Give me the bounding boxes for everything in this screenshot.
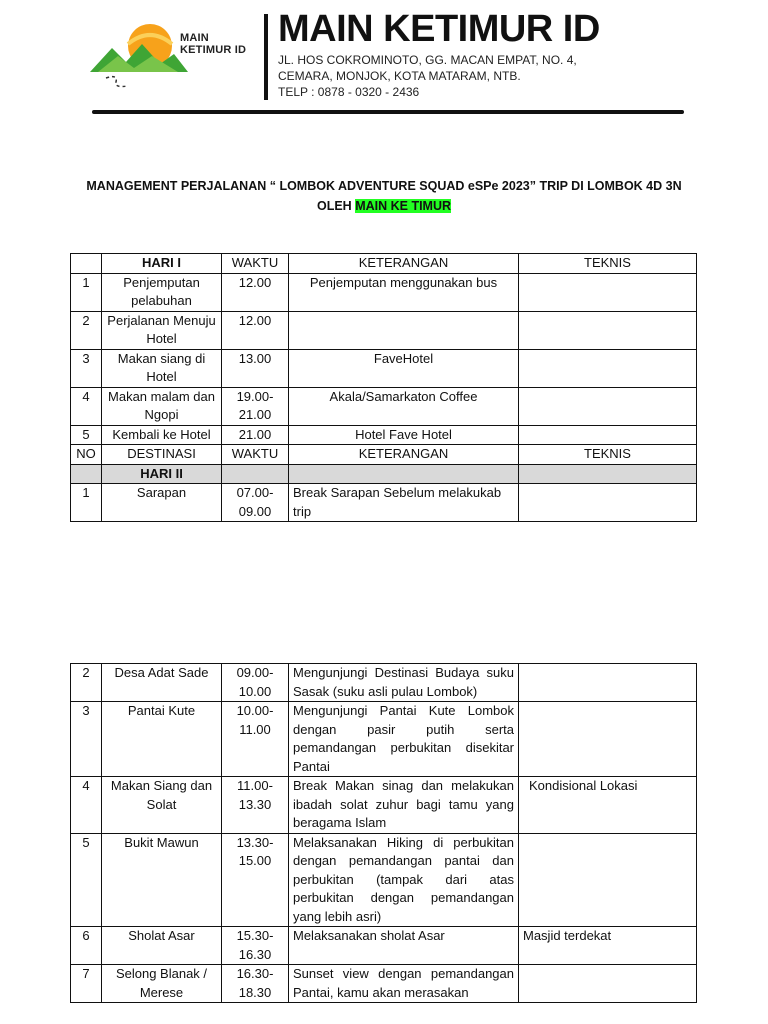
row-number: 4	[71, 387, 102, 425]
header-cell: NO	[71, 445, 102, 465]
table-row	[71, 777, 697, 834]
logo-line-2: KETIMUR ID	[180, 44, 247, 56]
address-line-1: JL. HOS COKROMINOTO, GG. MACAN EMPAT, NO. 4,	[278, 53, 577, 67]
technical-cell	[519, 484, 697, 522]
technical-cell	[519, 702, 697, 777]
destination-cell: Pantai Kute	[102, 702, 222, 777]
header-cell: DESTINASI	[102, 445, 222, 465]
header-cell: HARI I	[102, 254, 222, 274]
row-number: 7	[71, 965, 102, 1003]
time-cell: 16.30-18.30	[222, 965, 289, 1003]
destination-cell: Sholat Asar	[102, 927, 222, 965]
company-logo	[88, 16, 258, 96]
technical-cell	[519, 311, 697, 349]
table-row	[71, 349, 697, 387]
row-number: 2	[71, 664, 102, 702]
row-number: 1	[71, 484, 102, 522]
technical-cell: Masjid terdekat	[519, 927, 697, 965]
company-info	[278, 6, 600, 100]
description-cell: Mengunjungi Pantai Kute Lombok dengan pasir putih serta pemandangan perbukitan disekitar Pantai	[289, 702, 519, 777]
empty-cell	[222, 464, 289, 484]
table-row	[71, 702, 697, 777]
table-row	[71, 664, 697, 702]
company-name: MAIN KETIMUR ID	[278, 8, 600, 50]
itinerary-table-day1	[70, 253, 697, 522]
description-cell: Mengunjungi Destinasi Budaya suku Sasak (suku asli pulau Lombok)	[289, 664, 519, 702]
destination-cell: Desa Adat Sade	[102, 664, 222, 702]
destination-cell: Penjemputan pelabuhan	[102, 273, 222, 311]
destination-cell: Makan Siang dan Solat	[102, 777, 222, 834]
header-cell: WAKTU	[222, 254, 289, 274]
destination-cell: Makan malam dan Ngopi	[102, 387, 222, 425]
description-cell	[289, 311, 519, 349]
table-row	[71, 927, 697, 965]
destination-cell: Kembali ke Hotel	[102, 425, 222, 445]
logo-text	[180, 32, 246, 56]
technical-cell	[519, 349, 697, 387]
description-cell: Break Makan sinag dan melakukan ibadah solat zuhur bagi tamu yang beragama Islam	[289, 777, 519, 834]
header-rule	[92, 110, 684, 114]
table-row	[71, 311, 697, 349]
header-cell: TEKNIS	[519, 445, 697, 465]
empty-cell	[519, 464, 697, 484]
row-number: 3	[71, 349, 102, 387]
row-number: 6	[71, 927, 102, 965]
empty-cell	[289, 464, 519, 484]
row-number: 2	[71, 311, 102, 349]
technical-cell	[519, 965, 697, 1003]
description-cell: Melaksanakan sholat Asar	[289, 927, 519, 965]
table-row	[71, 387, 697, 425]
row-number: 4	[71, 777, 102, 834]
title-prefix: OLEH	[316, 199, 356, 213]
technical-cell: Kondisional Lokasi	[519, 777, 697, 834]
header-cell: KETERANGAN	[289, 445, 519, 465]
description-cell: Hotel Fave Hotel	[289, 425, 519, 445]
technical-cell	[519, 664, 697, 702]
time-cell: 07.00-09.00	[222, 484, 289, 522]
time-cell: 10.00-11.00	[222, 702, 289, 777]
row-number: 3	[71, 702, 102, 777]
title-line-1: MANAGEMENT PERJALANAN “ LOMBOK ADVENTURE SQUAD eSPe 2023” TRIP DI LOMBOK 4D 3N	[86, 179, 682, 193]
phone-number: TELP : 0878 - 0320 - 2436	[278, 85, 420, 99]
time-cell: 09.00-10.00	[222, 664, 289, 702]
description-cell: Melaksanakan Hiking di perbukitan dengan pemandangan pantai dan perbukitan (tampak dari atas perbukitan dengan pemandangan yang lebih asri)	[289, 833, 519, 927]
row-number: 5	[71, 833, 102, 927]
technical-cell	[519, 833, 697, 927]
header-divider	[264, 14, 268, 100]
description-cell: Sunset view dengan pemandangan Pantai, kamu akan merasakan	[289, 965, 519, 1003]
destination-cell: Selong Blanak / Merese	[102, 965, 222, 1003]
time-cell: 11.00-13.30	[222, 777, 289, 834]
header-cell: WAKTU	[222, 445, 289, 465]
row-number: 1	[71, 273, 102, 311]
time-cell: 12.00	[222, 311, 289, 349]
table-row	[71, 425, 697, 445]
technical-cell	[519, 425, 697, 445]
itinerary-table-day2	[70, 663, 697, 1003]
technical-cell	[519, 273, 697, 311]
title-highlight: MAIN KE TIMUR	[355, 199, 452, 213]
description-cell: Break Sarapan Sebelum melakukab trip	[289, 484, 519, 522]
destination-cell: Perjalanan Menuju Hotel	[102, 311, 222, 349]
destination-cell: Makan siang di Hotel	[102, 349, 222, 387]
time-cell: 13.00	[222, 349, 289, 387]
description-cell: Akala/Samarkaton Coffee	[289, 387, 519, 425]
time-cell: 21.00	[222, 425, 289, 445]
document-title	[40, 176, 728, 216]
description-cell: Penjemputan menggunakan bus	[289, 273, 519, 311]
technical-cell	[519, 387, 697, 425]
empty-cell	[71, 464, 102, 484]
description-cell: FaveHotel	[289, 349, 519, 387]
destination-cell: Sarapan	[102, 484, 222, 522]
day-label-row	[71, 464, 697, 484]
time-cell: 19.00-21.00	[222, 387, 289, 425]
time-cell: 15.30-16.30	[222, 927, 289, 965]
table-row	[71, 273, 697, 311]
address-line-2: CEMARA, MONJOK, KOTA MATARAM, NTB.	[278, 69, 521, 83]
logo-line-1: MAIN	[180, 32, 209, 44]
title-line-2	[40, 196, 728, 216]
table-row	[71, 833, 697, 927]
header-cell: KETERANGAN	[289, 254, 519, 274]
table-row	[71, 965, 697, 1003]
time-cell: 13.30-15.00	[222, 833, 289, 927]
day-label: HARI II	[102, 464, 222, 484]
destination-cell: Bukit Mawun	[102, 833, 222, 927]
header-cell	[71, 254, 102, 274]
table-row	[71, 484, 697, 522]
time-cell: 12.00	[222, 273, 289, 311]
table-header-row	[71, 254, 697, 274]
row-number: 5	[71, 425, 102, 445]
header-cell: TEKNIS	[519, 254, 697, 274]
table-subheader-row	[71, 445, 697, 465]
